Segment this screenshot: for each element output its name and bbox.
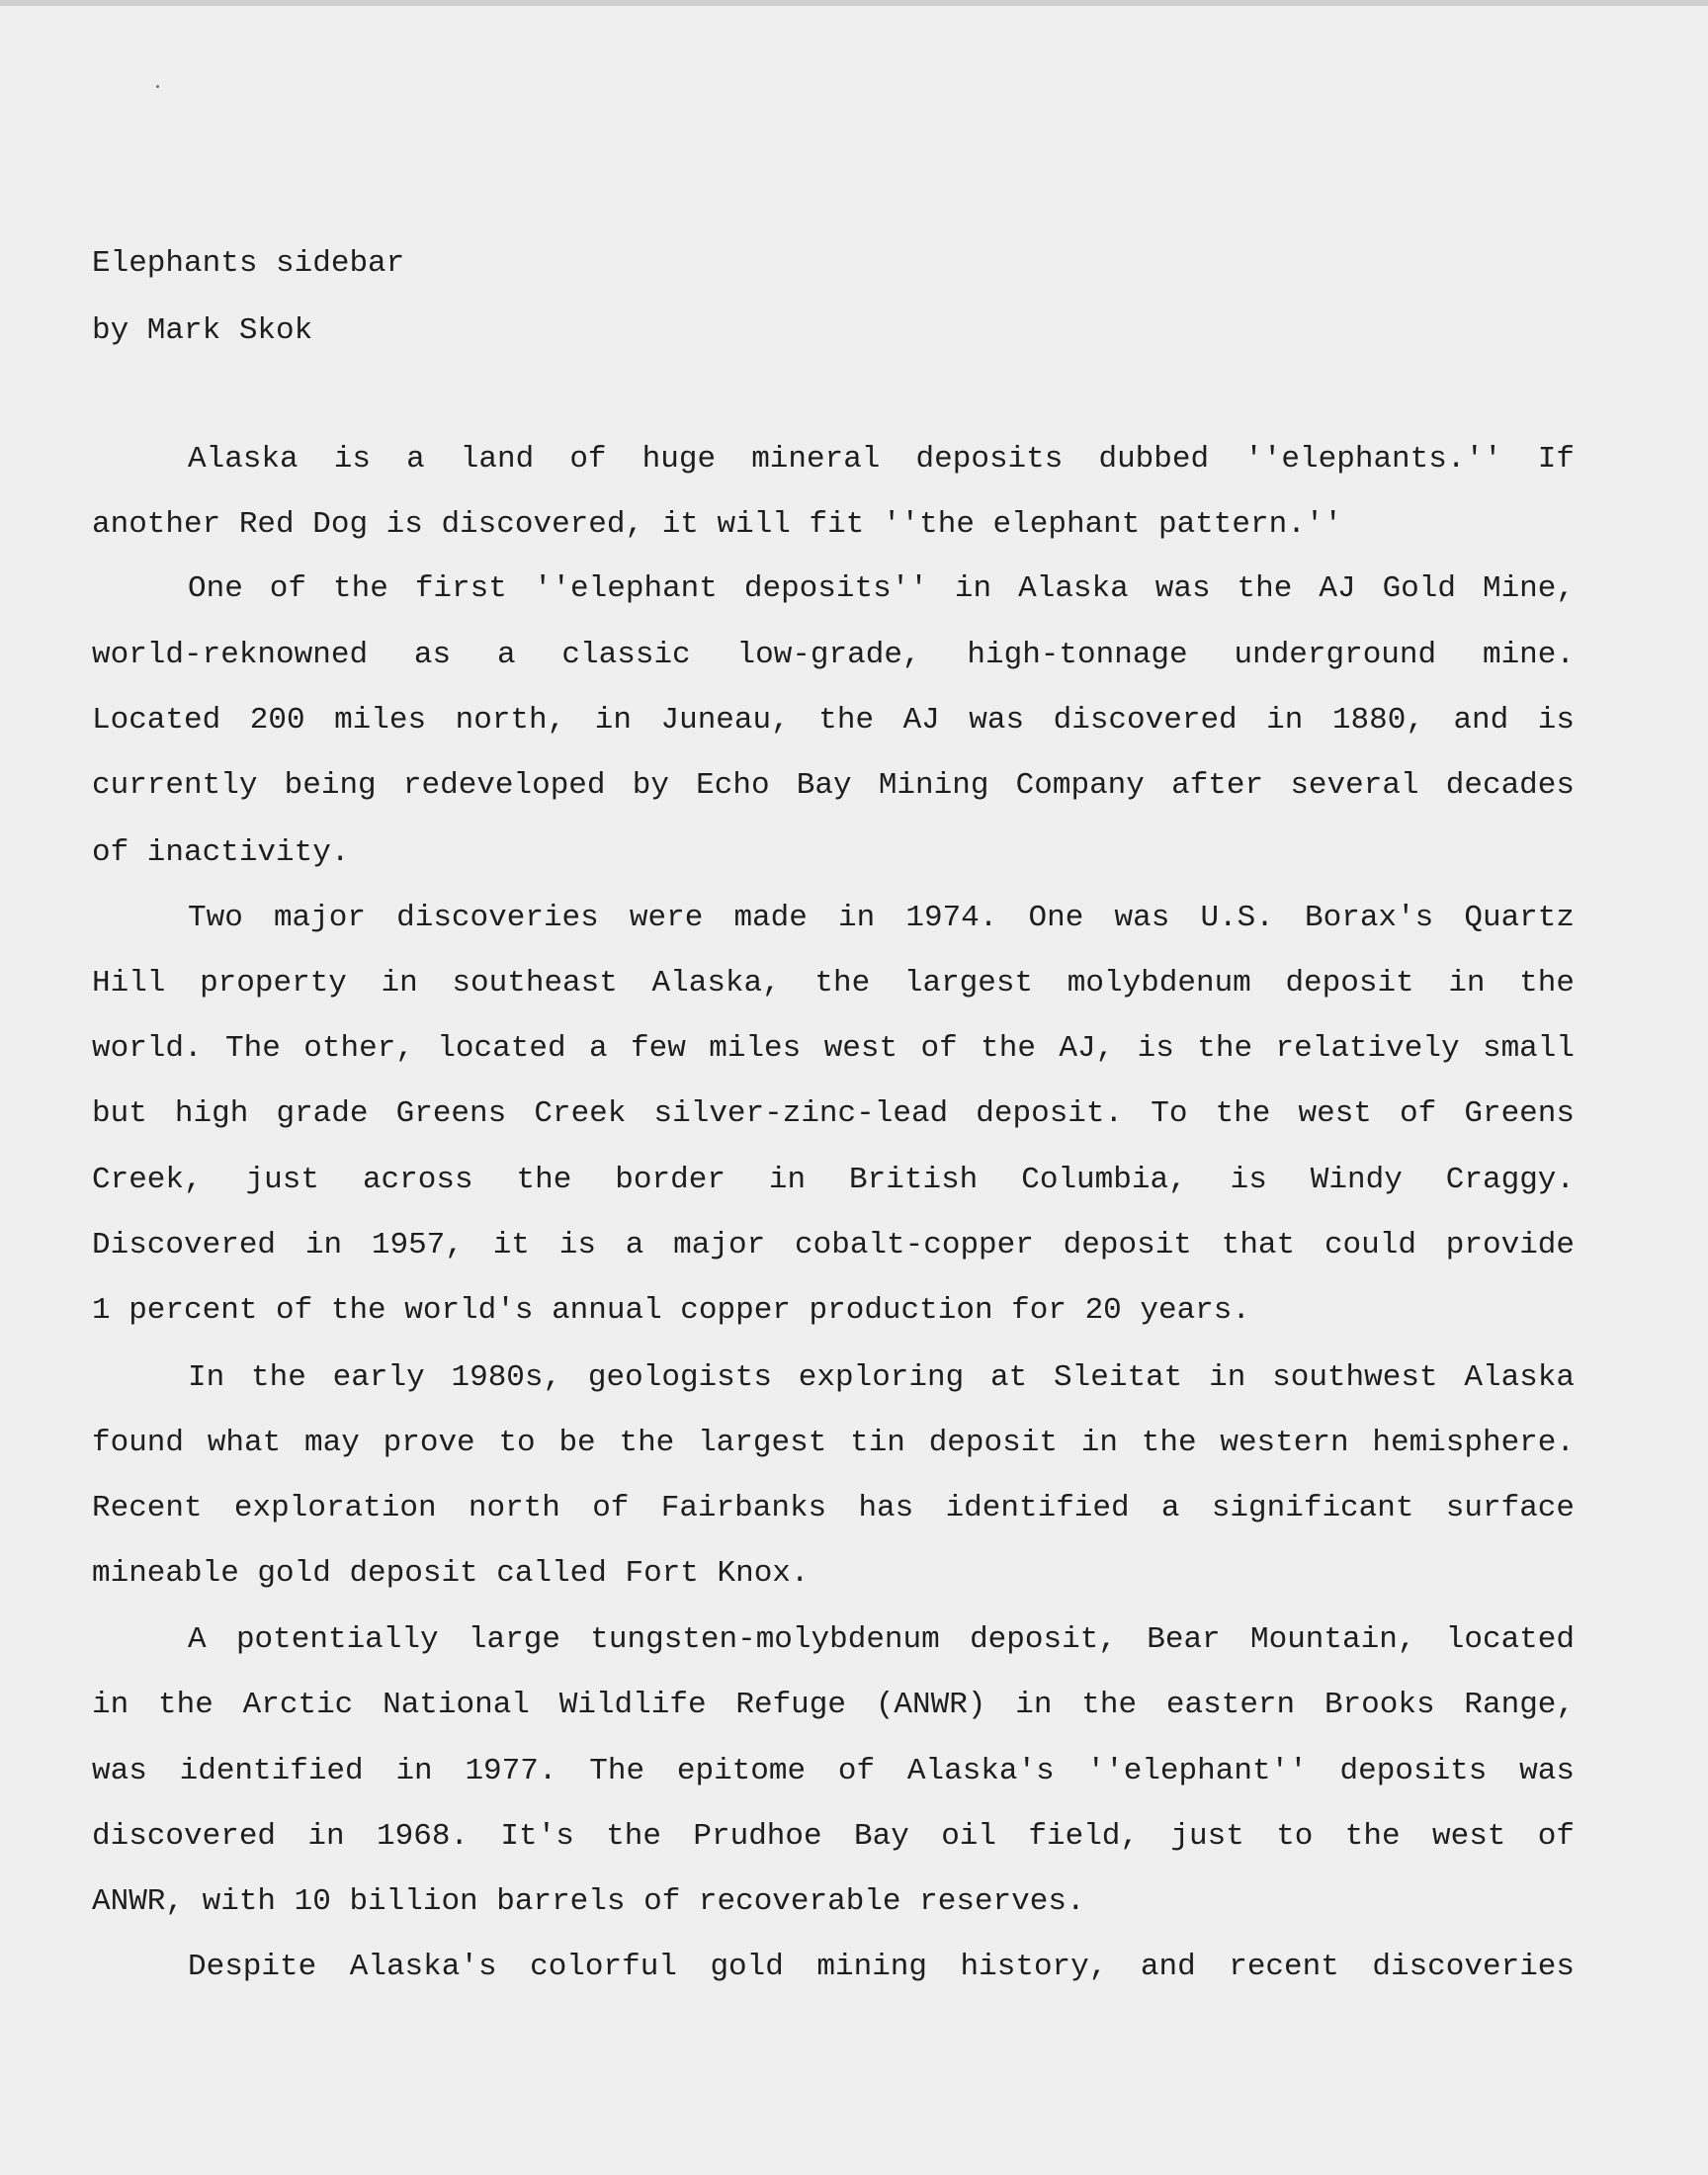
scan-speck	[156, 85, 159, 88]
scan-edge	[0, 0, 1708, 6]
text-line: Despite Alaska's colorful gold mining history, and recent discoveries	[188, 1950, 1575, 1984]
document-byline: by Mark Skok	[92, 313, 313, 348]
text-line: Creek, just across the border in British Columbia, is Windy Craggy.	[92, 1163, 1575, 1197]
text-line: ANWR, with 10 billion barrels of recoverable reserves.	[92, 1884, 1085, 1919]
text-line: In the early 1980s, geologists exploring at Sleitat in southwest Alaska	[188, 1360, 1575, 1395]
text-line: in the Arctic National Wildlife Refuge (ANWR) in the eastern Brooks Range,	[92, 1688, 1575, 1722]
document-title: Elephants sidebar	[92, 246, 405, 281]
text-line: Two major discoveries were made in 1974. One was U.S. Borax's Quartz	[188, 901, 1575, 935]
text-line: mineable gold deposit called Fort Knox.	[92, 1556, 810, 1591]
text-line: 1 percent of the world's annual copper production for 20 years.	[92, 1293, 1250, 1328]
text-line: Located 200 miles north, in Juneau, the AJ was discovered in 1880, and is	[92, 703, 1575, 738]
text-line: discovered in 1968. It's the Prudhoe Bay oil field, just to the west of	[92, 1819, 1575, 1854]
text-line: Discovered in 1957, it is a major cobalt-copper deposit that could provide	[92, 1228, 1575, 1262]
text-line: Hill property in southeast Alaska, the largest molybdenum deposit in the	[92, 966, 1575, 1000]
text-line: world-reknowned as a classic low-grade, high-tonnage underground mine.	[92, 638, 1575, 672]
text-line: but high grade Greens Creek silver-zinc-lead deposit. To the west of Greens	[92, 1096, 1575, 1131]
text-line: One of the first ''elephant deposits'' in Alaska was the AJ Gold Mine,	[188, 571, 1575, 606]
text-line: was identified in 1977. The epitome of Alaska's ''elephant'' deposits was	[92, 1754, 1575, 1788]
text-line: of inactivity.	[92, 835, 350, 870]
text-line: Recent exploration north of Fairbanks has identified a significant surface	[92, 1491, 1575, 1525]
text-line: currently being redeveloped by Echo Bay Mining Company after several decades	[92, 768, 1575, 803]
text-line: found what may prove to be the largest tin deposit in the western hemisphere.	[92, 1426, 1575, 1460]
text-line: A potentially large tungsten-molybdenum deposit, Bear Mountain, located	[188, 1622, 1575, 1657]
text-line: Alaska is a land of huge mineral deposits dubbed ''elephants.'' If	[188, 442, 1575, 477]
text-line: another Red Dog is discovered, it will fit ''the elephant pattern.''	[92, 507, 1343, 542]
text-line: world. The other, located a few miles west of the AJ, is the relatively small	[92, 1031, 1575, 1066]
